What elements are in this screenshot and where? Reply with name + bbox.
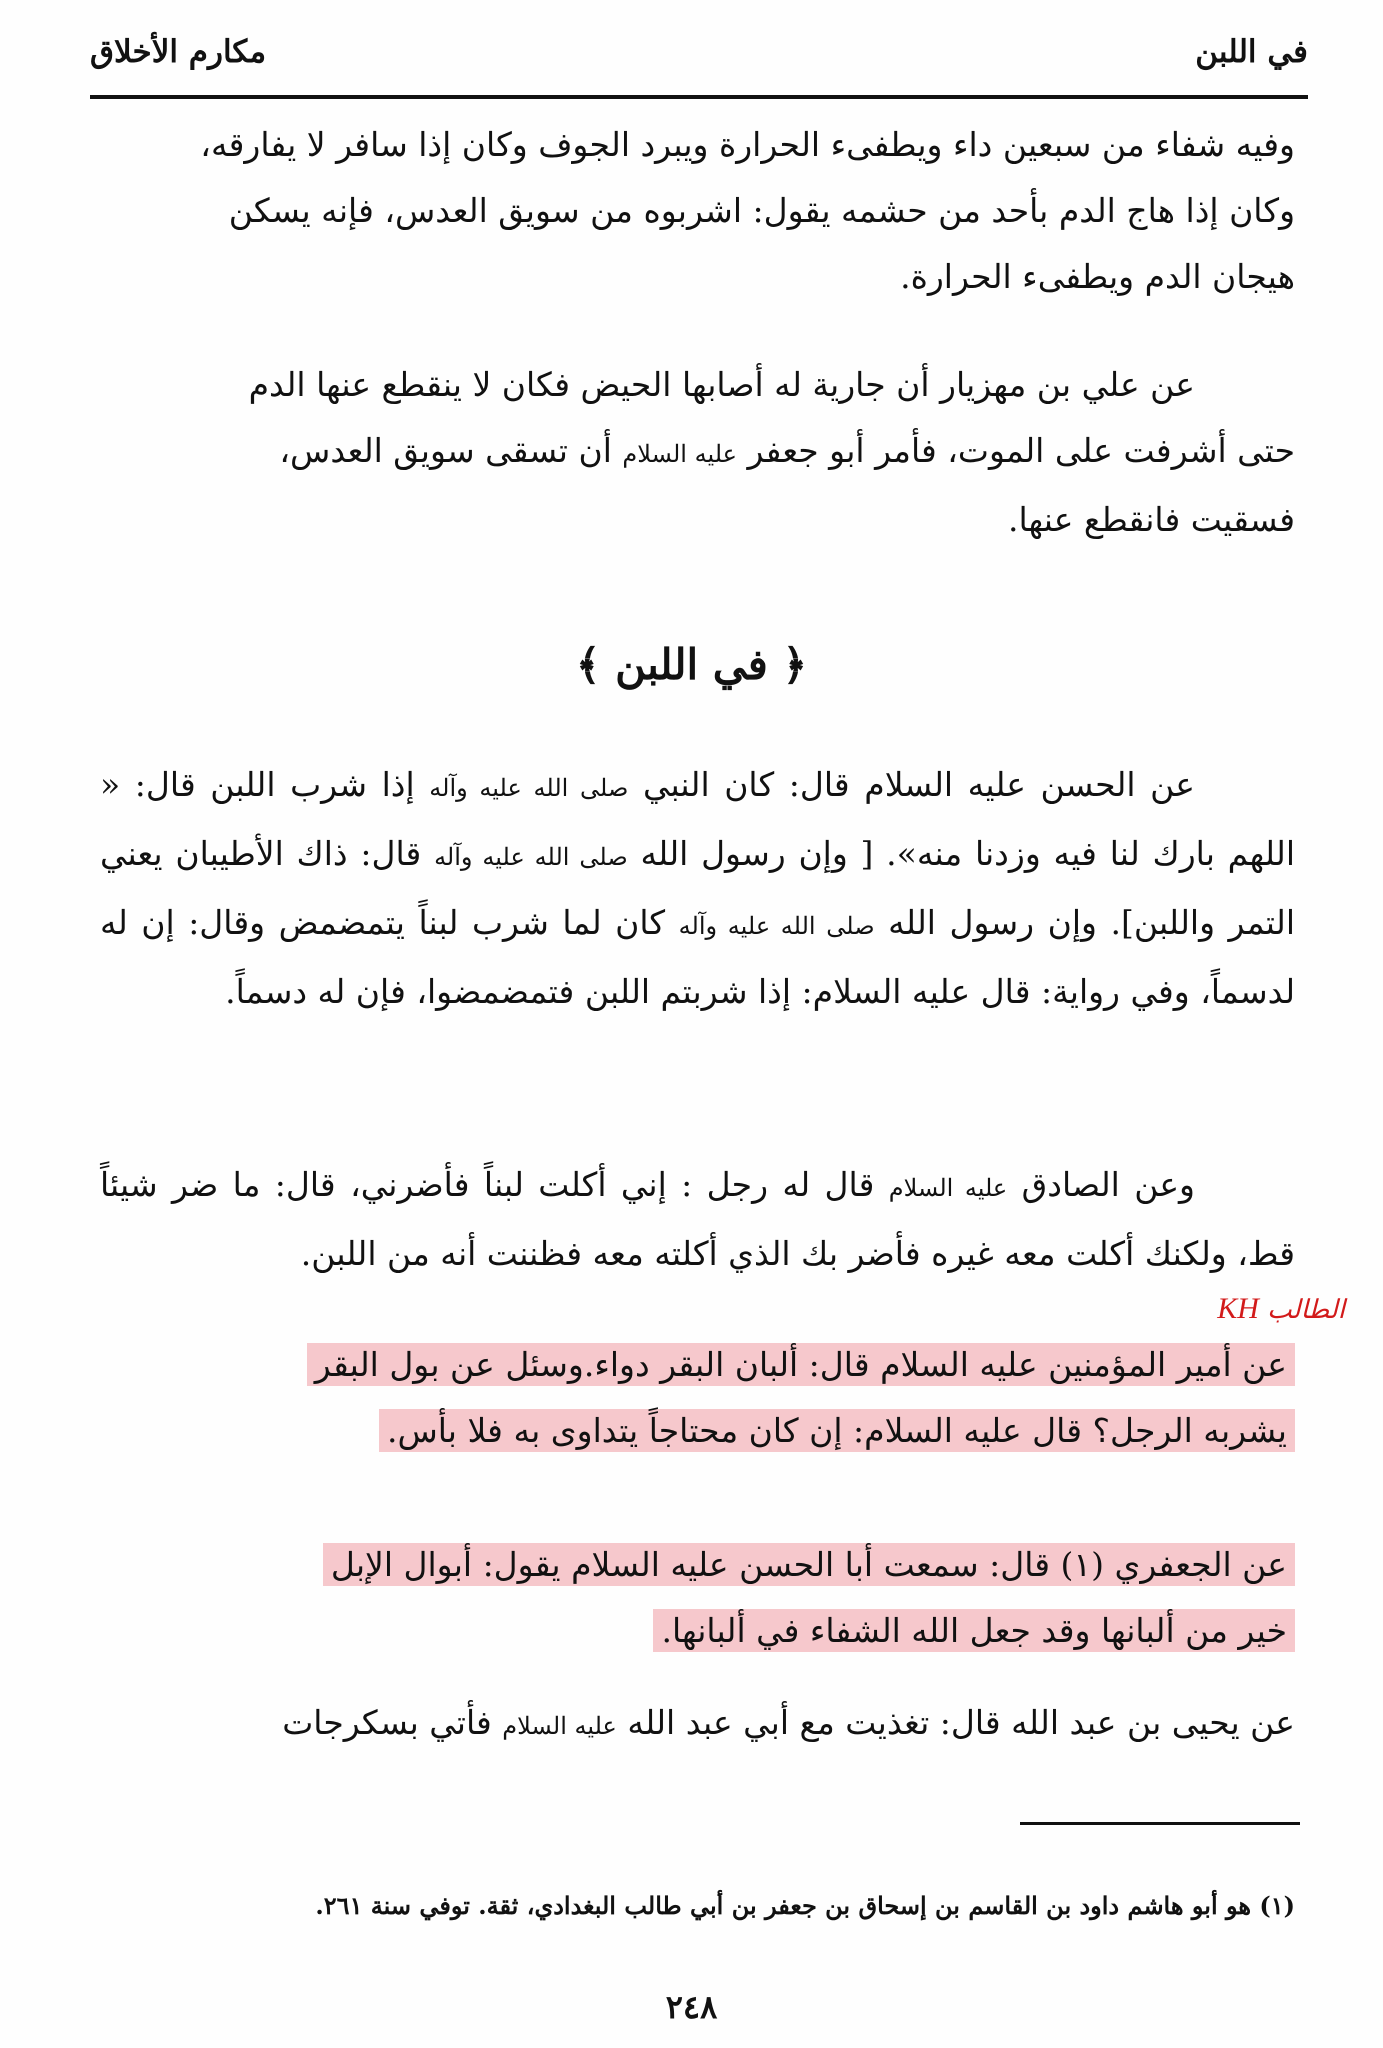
- paragraph-2-line-1: عن علي بن مهزيار أن جارية له أصابها الحيض فكان لا ينقطع عنها الدم: [248, 365, 1195, 404]
- paragraph-1: [100, 112, 1295, 310]
- paragraph-3-text-d: قال: ذاك الأطيبان يعني التمر واللبن]. وإن رسول الله: [100, 834, 1295, 942]
- paragraph-3: [100, 752, 1295, 1025]
- running-head: [90, 30, 1308, 82]
- highlight-line: عن أمير المؤمنين عليه السلام قال: ألبان البقر دواء.وسئل عن بول البقر: [307, 1343, 1295, 1386]
- highlight-line: خير من ألبانها وقد جعل الله الشفاء في ألبانها.: [653, 1609, 1295, 1652]
- honorific-glyph: عليه السلام: [622, 440, 737, 468]
- paragraph-4-text-b: قال له رجل : إني أكلت لبناً فأضرني، قال: ما ضر شيئاً قط، ولكنك أكلت معه غيره فأضر بك الذي أكلته معه فظننت أنه من اللبن.: [100, 1165, 1295, 1273]
- paragraph-2-text-b: أن تسقى سويق العدس،: [279, 431, 612, 470]
- paragraph-4-body: [100, 1152, 1295, 1287]
- honorific-glyph: عليه السلام: [888, 1174, 1008, 1202]
- stamp-arabic: الطالب: [1267, 1295, 1345, 1325]
- paragraph-7-text-a: عن يحيى بن عبد الله قال: تغذيت مع أبي عبد الله: [627, 1703, 1295, 1742]
- paragraph-4-text-a: وعن الصادق: [1021, 1165, 1195, 1204]
- highlight-line: عن الجعفري (١) قال: سمعت أبا الحسن عليه السلام يقول: أبوال الإبل: [323, 1543, 1295, 1586]
- stamp-latin: KH: [1217, 1292, 1259, 1325]
- paragraph-7-text-b: فأتي بسكرجات: [282, 1703, 492, 1742]
- paragraph-6-line-1: [100, 1532, 1295, 1598]
- highlight-line: يشربه الرجل؟ قال عليه السلام: إن كان محتاجاً يتداوى به فلا بأس.: [379, 1409, 1295, 1452]
- section-heading: ﴿ في اللبن ﴾: [575, 640, 808, 689]
- paragraph-1-line-3: هيجان الدم ويطفىء الحرارة.: [900, 257, 1295, 296]
- paragraph-2-line-3: فسقيت فانقطع عنها.: [1008, 500, 1295, 539]
- ownership-stamp: [1210, 1292, 1345, 1336]
- header-rule: [90, 95, 1308, 99]
- honorific-glyph: عليه السلام: [502, 1712, 617, 1740]
- honorific-glyph: صلى الله عليه وآله: [429, 774, 629, 802]
- running-head-book-title: مكارم الأخلاق: [90, 34, 267, 70]
- honorific-glyph: صلى الله عليه وآله: [678, 912, 875, 940]
- paragraph-2: [100, 352, 1295, 553]
- paragraph-6-highlighted: [100, 1532, 1295, 1664]
- paragraph-5-line-1: [100, 1332, 1295, 1398]
- honorific-glyph: صلى الله عليه وآله: [434, 843, 628, 871]
- paragraph-7-line-1: [100, 1690, 1295, 1759]
- running-head-chapter: في اللبن: [1195, 34, 1308, 70]
- paragraph-3-text-e: كان لما شرب لبناً يتمضمض وقال: إن له لدسماً، وفي رواية: قال عليه السلام: إذا شربتم اللبن فتمضمضوا، فإن له دسماً.: [100, 903, 1295, 1011]
- paragraph-5-highlighted: [100, 1332, 1295, 1464]
- paragraph-6-line-2: [100, 1598, 1295, 1664]
- paragraph-4: [100, 1152, 1295, 1287]
- footnote-rule: [1020, 1822, 1300, 1825]
- page-number: ٢٤٨: [665, 1988, 718, 2026]
- paragraph-1-line-2: وكان إذا هاج الدم بأحد من حشمه يقول: اشربوه من سويق العدس، فإنه يسكن: [228, 191, 1295, 230]
- paragraph-1-line-1: وفيه شفاء من سبعين داء ويطفىء الحرارة ويبرد الجوف وكان إذا سافر لا يفارقه،: [200, 125, 1295, 164]
- footnote: (١) هو أبو هاشم داود بن القاسم بن إسحاق بن جعفر بن أبي طالب البغدادي، ثقة. توفي سنة ٢٦١.: [315, 1891, 1295, 1920]
- paragraph-3-text-b: إذا شرب اللبن قال:: [134, 765, 415, 804]
- paragraph-2-text-a: حتى أشرفت على الموت، فأمر أبو جعفر: [747, 431, 1295, 470]
- paragraph-3-text-c: « اللهم بارك لنا فيه وزدنا منه». [ وإن رسول الله: [100, 765, 1295, 873]
- paragraph-3-body: [100, 752, 1295, 1025]
- paragraph-5-line-2: [100, 1398, 1295, 1464]
- paragraph-2-line-2: [100, 418, 1295, 487]
- paragraph-3-text-a: عن الحسن عليه السلام قال: كان النبي: [642, 765, 1195, 804]
- paragraph-7: [100, 1690, 1295, 1759]
